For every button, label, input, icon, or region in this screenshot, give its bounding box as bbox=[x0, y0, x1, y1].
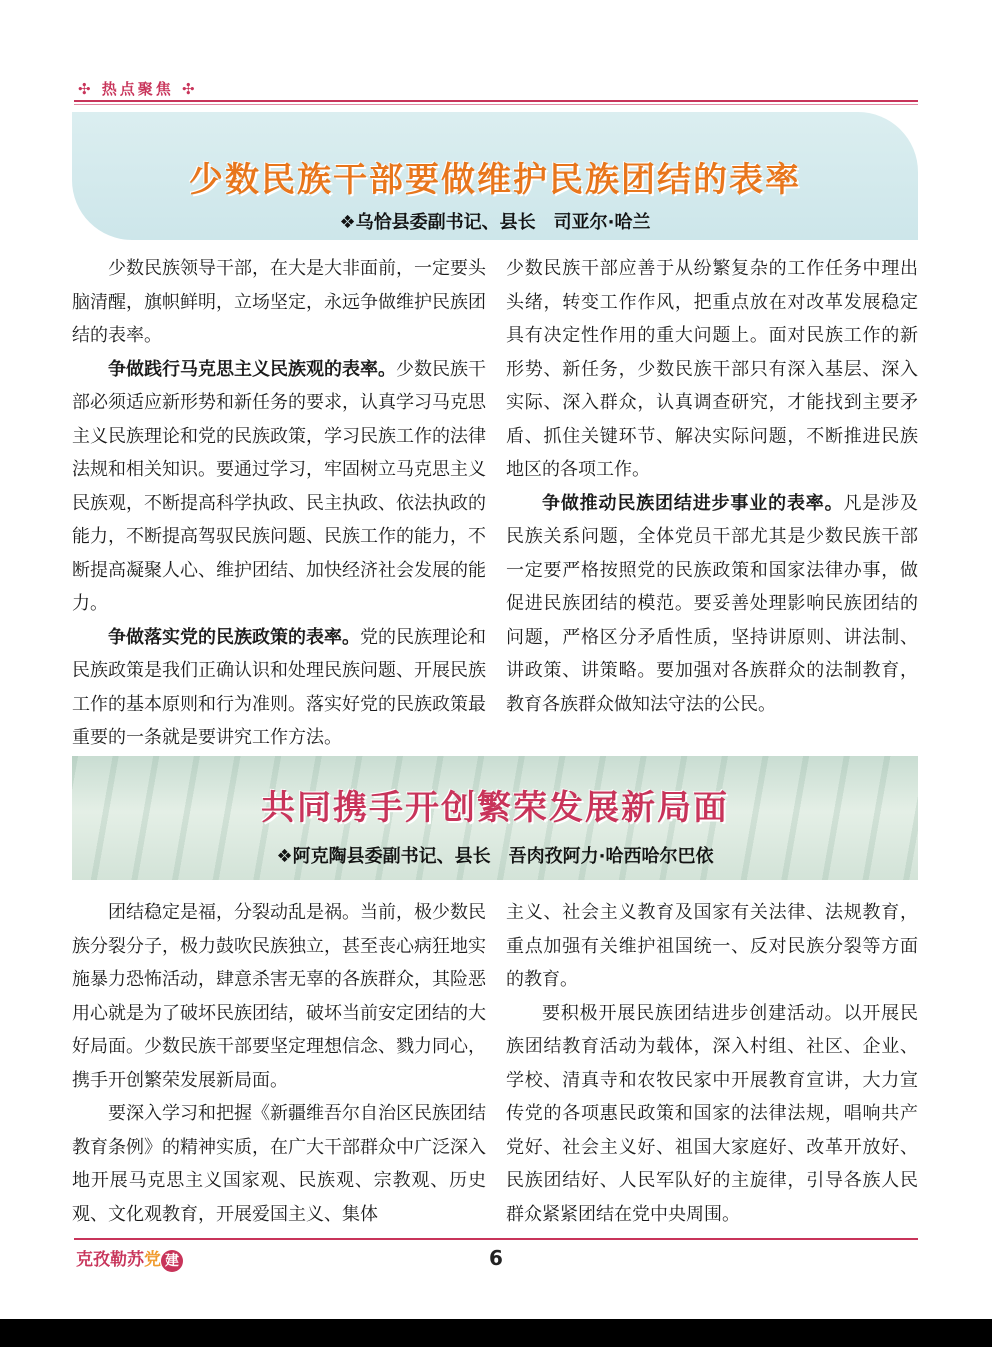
article2-title: 共同携手开创繁荣发展新局面 bbox=[261, 788, 729, 828]
paragraph-lead: 争做推动民族团结进步事业的表率。 bbox=[542, 492, 844, 514]
article1-title: 少数民族干部要做维护民族团结的表率 bbox=[189, 160, 801, 200]
section-tag: ✣ 热点聚焦 ✣ bbox=[78, 80, 198, 98]
article2-left-column bbox=[72, 896, 486, 1231]
paragraph: 争做落实党的民族政策的表率。党的民族理论和民族政策是我们正确认识和处理民族问题、开展民族工作的基本原则和行为准则。落实好党的民族政策最重要的一条就是要讲究工作方法。 bbox=[72, 626, 486, 748]
article2-right-column bbox=[506, 896, 918, 1231]
paragraph: 主义、社会主义教育及国家有关法律、法规教育，重点加强有关维护祖国统一、反对民族分裂等方面的教育。 bbox=[506, 902, 918, 990]
paragraph: 少数民族领导干部，在大是大非面前，一定要头脑清醒，旗帜鲜明，立场坚定，永远争做维护民族团结的表率。 bbox=[72, 258, 486, 346]
paragraph: 团结稳定是福，分裂动乱是祸。当前，极少数民族分裂分子，极力鼓吹民族独立，甚至丧心病狂地实施暴力恐怖活动，肆意杀害无辜的各族群众，其险恶用心就是为了破坏民族团结，破坏当前安定团结的大好局面。少数民族干部要坚定理想信念、戮力同心，携手开创繁荣发展新局面。 bbox=[72, 902, 486, 1091]
article1-banner bbox=[72, 112, 918, 240]
paragraph-lead: 争做落实党的民族政策的表率。 bbox=[108, 626, 360, 648]
page-number: 6 bbox=[489, 1246, 503, 1270]
paragraph: 少数民族干部应善于从纷繁复杂的工作任务中理出头绪，转变工作作风，把重点放在对改革发展稳定具有决定性作用的重大问题上。面对民族工作的新形势、新任务，少数民族干部只有深入基层、深入实际、深入群众，认真调查研究，才能找到主要矛盾、抓住关键环节、解决实际问题，不断推进民族地区的各项工作。 bbox=[506, 258, 918, 480]
header-divider bbox=[74, 100, 918, 102]
bottom-bar bbox=[0, 1319, 992, 1347]
paragraph: 争做推动民族团结进步事业的表率。凡是涉及民族关系问题，全体党员干部尤其是少数民族干部一定要严格按照党的民族政策和国家法律办事，做促进民族团结的模范。要妥善处理影响民族团结的问题，严格区分矛盾性质，坚持讲原则、讲法制、讲政策、讲策略。要加强对各族群众的法制教育，教育各族群众做知法守法的公民。 bbox=[506, 492, 919, 715]
paragraph: 要深入学习和把握《新疆维吾尔自治区民族团结教育条例》的精神实质，在广大干部群众中广泛深入地开展马克思主义国家观、民族观、宗教观、历史观、文化观教育，开展爱国主义、集体 bbox=[72, 1103, 486, 1225]
article2-banner bbox=[72, 756, 918, 880]
paragraph-lead: 争做践行马克思主义民族观的表率。 bbox=[108, 358, 396, 380]
paragraph: 争做践行马克思主义民族观的表率。少数民族干部必须适应新形势和新任务的要求，认真学习马克思主义民族理论和党的民族政策，学习民族工作的法律法规和相关知识。要通过学习，牢固树立马克思主义民族观，不断提高科学执政、民主执政、依法执政的能力，不断提高驾驭民族问题、民族工作的能力，不断提高凝聚人心、维护团结、加快经济社会发展的能力。 bbox=[72, 358, 486, 614]
article1-right-column bbox=[506, 252, 918, 721]
article2-byline: ❖阿克陶县委副书记、县长 吾肉孜阿力·哈西哈尔巴依 bbox=[276, 846, 714, 867]
footer-divider bbox=[74, 1238, 918, 1240]
paragraph: 要积极开展民族团结进步创建活动。以开展民族团结教育活动为载体，深入村组、社区、企业、学校、清真寺和农牧民家中开展教育宣讲，大力宣传党的各项惠民政策和国家的法律法规，唱响共产党好、社会主义好、祖国大家庭好、改革开放好、民族团结好、人民军队好的主旋律，引导各族人民群众紧紧团结在党中央周围。 bbox=[506, 1002, 918, 1225]
article1-left-column bbox=[72, 252, 486, 755]
footer-brand-logo: 克孜勒苏党 建 bbox=[76, 1245, 183, 1272]
header-divider-thin bbox=[74, 104, 918, 105]
article1-byline: ❖乌恰县委副书记、县长 司亚尔·哈兰 bbox=[339, 212, 651, 233]
